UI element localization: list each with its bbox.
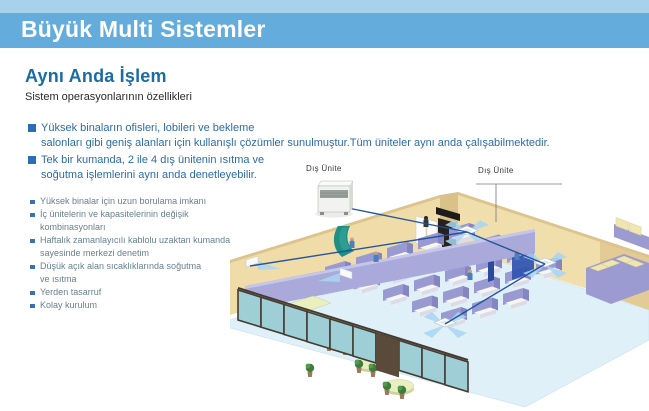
dash-bullet-icon bbox=[30, 265, 35, 269]
bullet-square-icon bbox=[28, 156, 36, 164]
feature-line: salonları gibi geniş alanları için kullanışlı çözümler sunulmuştur.Tüm üniteler aynı anda çalışabilmektedir. bbox=[41, 137, 550, 149]
detail-line: ve ısıtma bbox=[40, 274, 77, 284]
detail-line: kombinasyonları bbox=[40, 222, 106, 232]
dash-bullet-icon bbox=[30, 213, 35, 217]
detail-line: Yüksek binalar için uzun borulama imkanı bbox=[40, 196, 207, 206]
dash-bullet-icon bbox=[30, 304, 35, 308]
office-illustration-svg bbox=[230, 160, 649, 411]
detail-line: Yerden tasarruf bbox=[40, 287, 102, 297]
feature-line: Yüksek binaların ofisleri, lobileri ve bekleme bbox=[41, 122, 255, 134]
office-illustration bbox=[230, 160, 649, 411]
detail-item bbox=[30, 195, 230, 208]
detail-line: İç ünitelerin ve kapasitelerinin değişik bbox=[40, 209, 189, 219]
detail-item bbox=[30, 299, 230, 312]
outdoor-unit-icon bbox=[315, 181, 353, 218]
bullet-square-icon bbox=[28, 124, 36, 132]
detail-line: Kolay kurulum bbox=[40, 300, 98, 310]
detail-item bbox=[30, 208, 230, 234]
dash-bullet-icon bbox=[30, 239, 35, 243]
detail-list bbox=[30, 195, 230, 312]
detail-item bbox=[30, 286, 230, 299]
outdoor-unit-label-left: Dış Ünite bbox=[306, 164, 342, 173]
section-subtitle: Sistem operasyonlarının özellikleri bbox=[25, 91, 192, 103]
dash-bullet-icon bbox=[30, 200, 35, 204]
dash-bullet-icon bbox=[30, 291, 35, 295]
detail-line: sayesinde merkezi denetim bbox=[40, 248, 150, 258]
detail-line: Düşük açık alan sıcaklıklarında soğutma bbox=[40, 261, 202, 271]
feature-line: soğutma işlemlerini aynı anda denetleyebilir. bbox=[41, 169, 257, 181]
header-top-strip bbox=[0, 0, 649, 13]
feature-item bbox=[28, 121, 550, 151]
detail-item bbox=[30, 260, 230, 286]
header-banner bbox=[0, 13, 649, 48]
detail-line: Haftalık zamanlayıcılı kablolu uzaktan kumanda bbox=[40, 235, 231, 245]
section-title: Aynı Anda İşlem bbox=[25, 66, 167, 86]
outdoor-unit-label-right: Dış Ünite bbox=[478, 166, 514, 175]
detail-item bbox=[30, 234, 230, 260]
feature-line: Tek bir kumanda, 2 ile 4 dış ünitenin ısıtma ve bbox=[41, 154, 265, 166]
page-title: Büyük Multi Sistemler bbox=[21, 16, 266, 42]
